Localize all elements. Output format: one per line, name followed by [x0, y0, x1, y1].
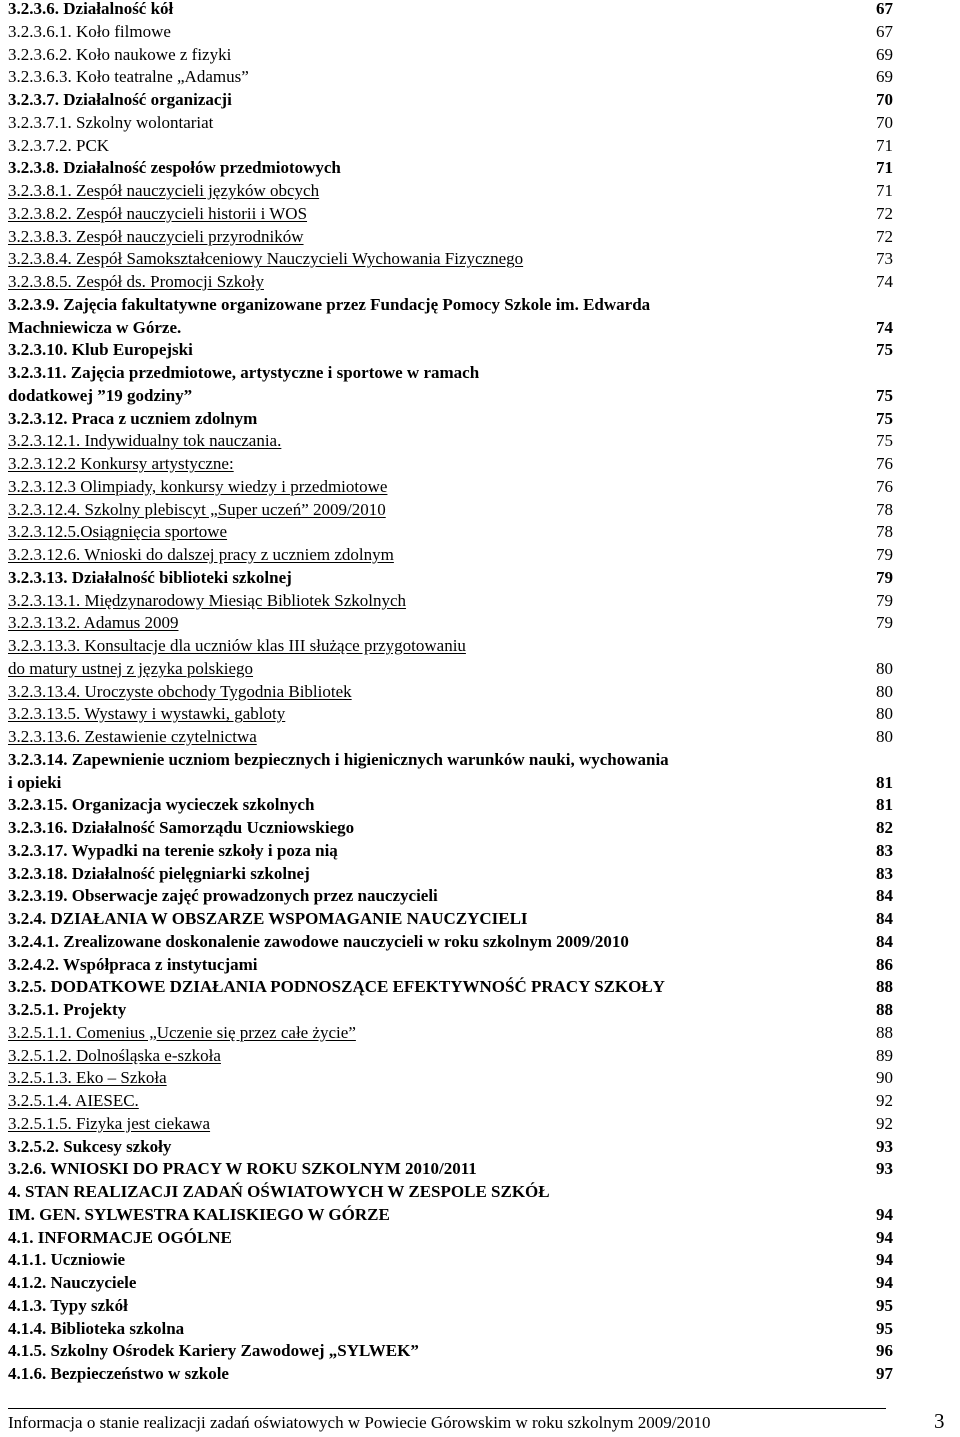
toc-entry-title: 4.1. INFORMACJE OGÓLNE — [8, 1227, 232, 1247]
toc-entry-title: 3.2.3.19. Obserwacje zajęć prowadzonych przez nauczycieli — [8, 886, 438, 906]
toc-entry-title: 3.2.4. DZIAŁANIA W OBSZARZE WSPOMAGANIE NAUCZYCIELI — [8, 909, 528, 928]
page-number: 3 — [934, 1409, 945, 1433]
toc-entry-page: 76 — [876, 476, 893, 496]
toc-entry-page: 71 — [876, 181, 893, 200]
toc-entry-title: 4.1.2. Nauczyciele — [8, 1273, 137, 1292]
toc-entry-title: 4.1.4. Biblioteka szkolna — [8, 1318, 185, 1338]
toc-entry — [8, 1271, 900, 1294]
toc-entry[interactable] — [8, 725, 900, 748]
toc-entry-page: 92 — [876, 1113, 893, 1133]
toc-entry — [8, 816, 900, 839]
toc-entry-title: 3.2.3.11. Zajęcia przedmiotowe, artystyczne i sportowe w ramach — [8, 363, 480, 382]
toc-entry[interactable] — [8, 475, 900, 498]
toc-entry-page: 90 — [876, 1068, 893, 1088]
toc-entry-title: 3.2.3.18. Działalność pielęgniarki szkolnej — [8, 863, 310, 883]
toc-entry — [8, 771, 900, 794]
toc-entry — [8, 156, 900, 179]
toc-entry-title: 3.2.6. WNIOSKI DO PRACY W ROKU SZKOLNYM 2010/2011 — [8, 1159, 477, 1179]
toc-entry — [8, 384, 900, 407]
toc-entry-title: 3.2.3.6.1. Koło filmowe — [8, 21, 171, 41]
toc-entry-page: 97 — [876, 1364, 893, 1383]
toc-entry — [8, 407, 900, 430]
toc-entry-page: 71 — [876, 135, 893, 155]
toc-entry-page: 70 — [876, 112, 893, 132]
toc-entry — [8, 862, 900, 885]
toc-entry — [8, 134, 900, 157]
toc-entry-page: 79 — [876, 567, 893, 587]
toc-entry — [8, 1339, 900, 1362]
toc-entry-page: 88 — [876, 1022, 893, 1042]
toc-entry-page: 80 — [876, 681, 893, 701]
toc-entry-page: 95 — [876, 1295, 893, 1315]
toc-entry-page: 88 — [876, 1000, 893, 1019]
toc-entry — [8, 111, 900, 134]
toc-entry[interactable] — [8, 179, 900, 202]
toc-entry[interactable] — [8, 270, 900, 293]
toc-entry — [8, 338, 900, 361]
toc-entry-title: 3.2.3.12.3 Olimpiady, konkursy wiedzy i przedmiotowe — [8, 476, 388, 496]
toc-entry-page: 83 — [876, 840, 893, 860]
toc-entry-title: 3.2.3.13.4. Uroczyste obchody Tygodnia Bibliotek — [8, 681, 352, 701]
toc-entry-page: 70 — [876, 90, 893, 109]
toc-entry-title: 3.2.4.2. Współpraca z instytucjami — [8, 954, 258, 974]
toc-entry-page: 94 — [876, 1273, 893, 1292]
toc-entry-title: 3.2.5.1. Projekty — [8, 1000, 127, 1019]
toc-entry-page: 89 — [876, 1045, 893, 1065]
toc-entry-page: 93 — [876, 1136, 893, 1156]
toc-entry-title: 3.2.3.8.4. Zespół Samokształceniowy Nauczycieli Wychowania Fizycznego — [8, 249, 524, 269]
toc-entry[interactable] — [8, 1112, 900, 1135]
toc-entry-page: 84 — [876, 931, 893, 951]
toc-entry-title: 3.2.3.13.1. Międzynarodowy Miesiąc Bibliotek Szkolnych — [8, 590, 407, 610]
toc-entry-title: 3.2.5. DODATKOWE DZIAŁANIA PODNOSZĄCE EFEKTYWNOŚĆ PRACY SZKOŁY — [8, 977, 665, 997]
toc-entry-title: 3.2.3.13.2. Adamus 2009 — [8, 613, 179, 633]
toc-entry-title: 3.2.5.2. Sukcesy szkoły — [8, 1136, 172, 1156]
toc-entry-title: 4. STAN REALIZACJI ZADAŃ OŚWIATOWYCH W ZESPOLE SZKÓŁ — [8, 1182, 550, 1201]
toc-entry-title: 3.2.3.9. Zajęcia fakultatywne organizowane przez Fundację Pomocy Szkole im. Edwarda — [8, 294, 651, 314]
toc-entry-page: 92 — [876, 1091, 893, 1110]
toc-entry — [8, 1180, 900, 1203]
toc-entry-title: 3.2.5.1.2. Dolnośląska e-szkoła — [8, 1045, 221, 1065]
toc-entry-title: 3.2.3.12. Praca z uczniem zdolnym — [8, 408, 258, 428]
toc-entry — [8, 1317, 900, 1340]
toc-entry-page: 80 — [876, 704, 893, 724]
toc-entry-page: 88 — [876, 977, 893, 997]
toc-entry[interactable] — [8, 498, 900, 521]
toc-entry-page: 84 — [876, 886, 893, 906]
toc-entry-page: 73 — [876, 249, 893, 269]
toc-entry — [8, 316, 900, 339]
toc-entry — [8, 839, 900, 862]
toc-entry[interactable] — [8, 543, 900, 566]
toc-entry-title: 3.2.3.12.4. Szkolny plebiscyt „Super uczeń” 2009/2010 — [8, 499, 386, 519]
toc-entry-page: 81 — [876, 772, 893, 792]
toc-entry — [8, 0, 900, 20]
toc-entry-page: 82 — [876, 818, 893, 837]
toc-entry-page: 94 — [876, 1250, 893, 1270]
toc-entry-title: 4.1.5. Szkolny Ośrodek Kariery Zawodowej „SYLWEK” — [8, 1341, 419, 1361]
toc-entry-page: 67 — [876, 0, 893, 18]
toc-entry-title: dodatkowej ”19 godziny” — [8, 385, 193, 405]
toc-entry-page: 94 — [876, 1227, 893, 1247]
toc-entry-page: 75 — [876, 385, 893, 405]
toc-entry-page: 78 — [876, 499, 893, 519]
toc-entry-title: 3.2.4.1. Zrealizowane doskonalenie zawodowe nauczycieli w roku szkolnym 2009/2010 — [8, 931, 629, 951]
toc-entry-title: 3.2.3.7.2. PCK — [8, 135, 110, 155]
toc-entry-page: 67 — [876, 21, 893, 41]
toc-entry-title: 3.2.3.12.2 Konkursy artystyczne: — [8, 454, 234, 473]
toc-entry-title: 3.2.3.16. Działalność Samorządu Uczniowskiego — [8, 818, 355, 837]
toc-entry — [8, 1294, 900, 1317]
toc-entry-title: 3.2.3.7.1. Szkolny wolontariat — [8, 112, 214, 132]
toc-entry-page: 83 — [876, 863, 893, 883]
toc-entry-page: 86 — [876, 954, 893, 974]
toc-entry-title: 4.1.3. Typy szkół — [8, 1295, 128, 1315]
toc-entry-page: 72 — [876, 226, 893, 246]
toc-entry-page: 75 — [876, 408, 893, 428]
toc-entry-title: 3.2.3.10. Klub Europejski — [8, 340, 193, 360]
toc-entry — [8, 748, 900, 771]
toc-entry-page: 69 — [876, 44, 893, 64]
toc-entry-page: 84 — [876, 909, 893, 928]
toc-entry-title: 3.2.3.8.1. Zespół nauczycieli języków obcych — [8, 181, 320, 200]
toc-entry — [8, 293, 900, 316]
toc-entry-page: 94 — [876, 1204, 893, 1224]
toc-entry — [8, 1135, 900, 1158]
toc-entry-title: 3.2.3.6.2. Koło naukowe z fizyki — [8, 44, 232, 64]
toc-entry[interactable] — [8, 589, 900, 612]
toc-entry-title: 4.1.6. Bezpieczeństwo w szkole — [8, 1364, 229, 1383]
toc-entry-page: 72 — [876, 203, 893, 223]
toc-entry[interactable] — [8, 1066, 900, 1089]
toc-entry — [8, 793, 900, 816]
toc-entry-title: do matury ustnej z języka polskiego — [8, 658, 254, 678]
toc-entry-page: 79 — [876, 590, 893, 610]
toc-entry-title: 3.2.3.7. Działalność organizacji — [8, 90, 232, 109]
toc-entry[interactable] — [8, 520, 900, 543]
toc-entry-page: 81 — [876, 795, 893, 815]
footer-text: Informacja o stanie realizacji zadań oświatowych w Powiecie Górowskim w roku szkolnym 2009/2010 — [8, 1413, 711, 1432]
toc-entry — [8, 884, 900, 907]
toc-entry — [8, 361, 900, 384]
toc-entry-title: 3.2.3.8.2. Zespół nauczycieli historii i WOS — [8, 203, 308, 223]
toc-entry[interactable] — [8, 657, 900, 680]
toc-entry-page: 95 — [876, 1318, 893, 1338]
toc-entry[interactable] — [8, 680, 900, 703]
toc-entry[interactable] — [8, 202, 900, 225]
toc-entry[interactable] — [8, 225, 900, 248]
toc-entry-title: 3.2.3.13.6. Zestawienie czytelnictwa — [8, 727, 257, 746]
toc-entry[interactable] — [8, 1089, 900, 1112]
toc-entry-page: 80 — [876, 658, 893, 678]
toc-entry-title: 3.2.3.12.1. Indywidualny tok nauczania. — [8, 431, 282, 451]
toc-entry — [8, 1248, 900, 1271]
toc-entry-page: 75 — [876, 431, 893, 451]
toc-entry — [8, 907, 900, 930]
toc-entry — [8, 88, 900, 111]
toc-entry-title: 3.2.3.12.5.Osiągnięcia sportowe — [8, 522, 228, 542]
toc-entry-page: 79 — [876, 613, 893, 633]
toc-entry-page: 76 — [876, 454, 893, 473]
toc-entry-page: 74 — [876, 272, 893, 291]
toc-entry-page: 93 — [876, 1159, 893, 1179]
toc-entry-page: 69 — [876, 67, 893, 87]
toc-entry-title: 3.2.3.6. Działalność kół — [8, 0, 174, 18]
toc-entry-page: 96 — [876, 1341, 893, 1361]
toc-entry[interactable] — [8, 429, 900, 452]
toc-entry-title: 3.2.3.6.3. Koło teatralne „Adamus” — [8, 67, 249, 87]
toc-entry-title: IM. GEN. SYLWESTRA KALISKIEGO W GÓRZE — [8, 1204, 390, 1224]
toc-entry[interactable] — [8, 1044, 900, 1067]
toc-entry-title: 3.2.3.12.6. Wnioski do dalszej pracy z uczniem zdolnym — [8, 545, 394, 564]
toc-entry[interactable] — [8, 452, 900, 475]
toc-entry-title: 4.1.1. Uczniowie — [8, 1250, 126, 1270]
toc-entry-title: 3.2.5.1.1. Comenius „Uczenie się przez całe życie” — [8, 1022, 356, 1042]
toc-entry-page: 71 — [876, 158, 893, 178]
toc-entry-page: 79 — [876, 545, 893, 564]
toc-entry[interactable] — [8, 247, 900, 270]
toc-entry — [8, 65, 900, 88]
toc-entry — [8, 1226, 900, 1249]
toc-entry-title: Machniewicza w Górze. — [8, 317, 182, 337]
toc-entry-title: 3.2.3.13.3. Konsultacje dla uczniów klas III służące przygotowaniu — [8, 636, 466, 655]
toc-entry-title: 3.2.5.1.4. AIESEC. — [8, 1091, 139, 1110]
footer-divider — [8, 1408, 886, 1409]
toc-entry — [8, 43, 900, 66]
toc-entry[interactable] — [8, 634, 900, 657]
toc-entry[interactable] — [8, 611, 900, 634]
toc-entry — [8, 1157, 900, 1180]
toc-entry-title: 3.2.3.13.5. Wystawy i wystawki, gabloty — [8, 704, 286, 724]
toc-entry — [8, 1203, 900, 1226]
toc-entry — [8, 998, 900, 1021]
toc-entry-title: 3.2.5.1.5. Fizyka jest ciekawa — [8, 1113, 211, 1133]
toc-entry[interactable] — [8, 702, 900, 725]
toc-entry-title: 3.2.3.13. Działalność biblioteki szkolnej — [8, 567, 292, 587]
toc-entry-title: 3.2.3.17. Wypadki na terenie szkoły i poza nią — [8, 840, 338, 860]
toc-entry — [8, 975, 900, 998]
toc-entry-page: 80 — [876, 727, 893, 746]
toc-entry-page: 74 — [876, 317, 893, 337]
toc-entry-page: 75 — [876, 340, 893, 360]
toc-entry[interactable] — [8, 1021, 900, 1044]
toc-entry-title: 3.2.5.1.3. Eko – Szkoła — [8, 1068, 167, 1088]
toc-entry-title: 3.2.3.8.3. Zespół nauczycieli przyrodników — [8, 226, 304, 246]
toc-entry-title: 3.2.3.8.5. Zespół ds. Promocji Szkoły — [8, 272, 264, 291]
toc-entry-title: 3.2.3.15. Organizacja wycieczek szkolnych — [8, 795, 315, 815]
toc-entry — [8, 930, 900, 953]
toc-entry — [8, 1362, 900, 1385]
toc-entry-title: i opieki — [8, 772, 62, 792]
toc-entry-page: 78 — [876, 522, 893, 542]
toc-entry-title: 3.2.3.8. Działalność zespołów przedmiotowych — [8, 158, 341, 178]
toc-entry — [8, 953, 900, 976]
toc-entry — [8, 566, 900, 589]
toc-entry — [8, 20, 900, 43]
toc-entry-title: 3.2.3.14. Zapewnienie uczniom bezpiecznych i higienicznych warunków nauki, wychowania — [8, 749, 669, 769]
